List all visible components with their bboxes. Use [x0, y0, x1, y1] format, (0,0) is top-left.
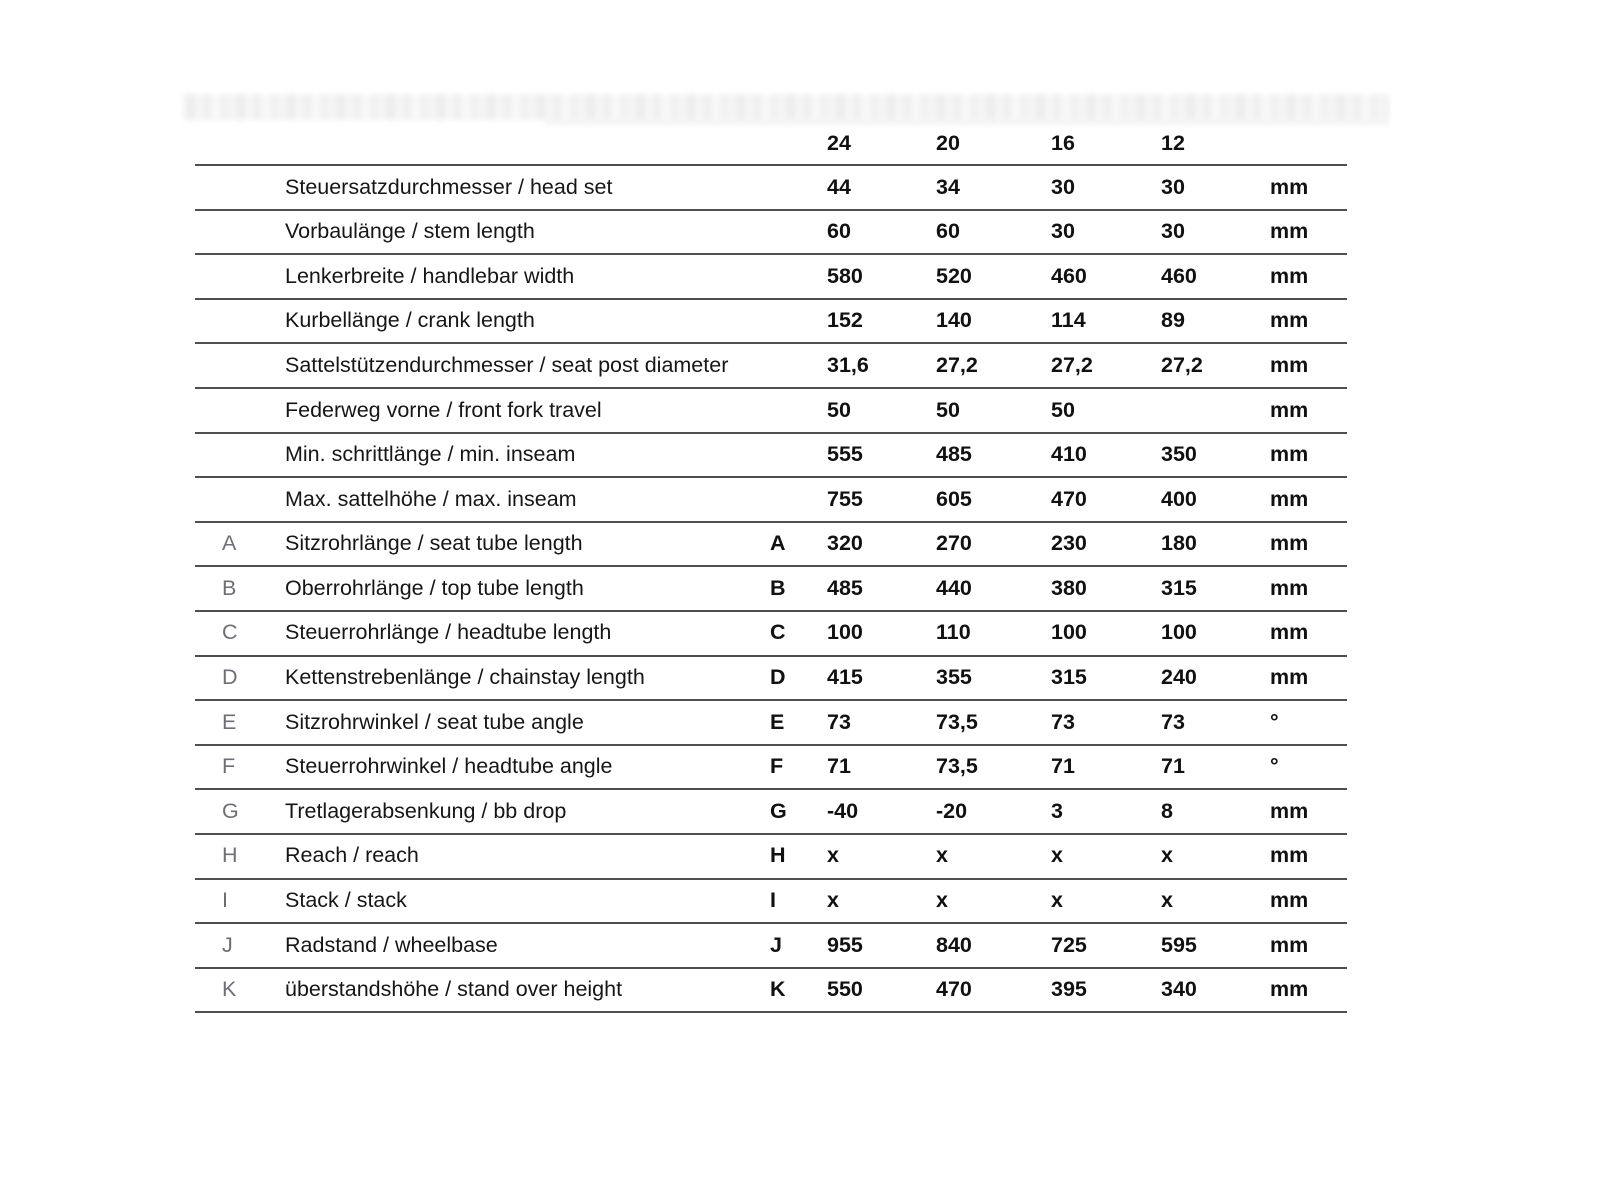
row-label: Sitzrohrwinkel / seat tube angle — [285, 709, 584, 734]
value-size-12: 73 — [1161, 709, 1185, 734]
value-size-16: 30 — [1051, 219, 1075, 244]
row-unit: mm — [1270, 174, 1309, 199]
value-size-12: 180 — [1161, 531, 1197, 556]
row-letter-inner: K — [770, 977, 786, 1002]
row-unit: mm — [1270, 308, 1309, 333]
row-label: Stack / stack — [285, 888, 407, 913]
value-size-20: 470 — [936, 977, 972, 1002]
row-unit: mm — [1270, 977, 1309, 1002]
value-size-12: 100 — [1161, 620, 1197, 645]
row-letter: K — [222, 977, 237, 1002]
value-size-16: x — [1051, 843, 1063, 868]
table-row — [195, 344, 1347, 389]
value-size-20: 485 — [936, 442, 972, 467]
table-row — [195, 478, 1347, 523]
row-letter: C — [222, 620, 238, 645]
value-size-16: 30 — [1051, 174, 1075, 199]
value-size-24: 71 — [827, 754, 851, 779]
value-size-16: 27,2 — [1051, 352, 1093, 377]
row-letter-inner: B — [770, 575, 786, 600]
value-size-24: 73 — [827, 709, 851, 734]
table-row — [195, 746, 1347, 791]
geometry-table — [195, 123, 1347, 1013]
value-size-16: 71 — [1051, 754, 1075, 779]
value-size-24: 580 — [827, 263, 863, 288]
value-size-16: 380 — [1051, 575, 1087, 600]
value-size-24: 320 — [827, 531, 863, 556]
value-size-20: 27,2 — [936, 352, 978, 377]
row-label: Sattelstützendurchmesser / seat post diameter — [285, 352, 729, 377]
value-size-16: 410 — [1051, 442, 1087, 467]
value-size-12: 89 — [1161, 308, 1185, 333]
value-size-20: 110 — [936, 620, 971, 645]
row-letter: D — [222, 665, 238, 690]
value-size-12: 460 — [1161, 263, 1197, 288]
table-row — [195, 389, 1347, 434]
row-letter: I — [222, 888, 228, 913]
value-size-12: x — [1161, 888, 1173, 913]
value-size-20: 73,5 — [936, 709, 978, 734]
row-unit: mm — [1270, 397, 1309, 422]
row-letter: F — [222, 754, 236, 779]
row-label: Kurbellänge / crank length — [285, 308, 535, 333]
value-size-24: 152 — [827, 308, 863, 333]
table-row — [195, 701, 1347, 746]
row-unit: mm — [1270, 352, 1309, 377]
value-size-20: 140 — [936, 308, 972, 333]
row-letter: G — [222, 798, 239, 823]
table-row — [195, 969, 1347, 1014]
value-size-12: 240 — [1161, 665, 1197, 690]
table-row — [195, 255, 1347, 300]
value-size-20: x — [936, 843, 948, 868]
value-size-20: 60 — [936, 219, 960, 244]
value-size-20: -20 — [936, 798, 968, 823]
value-size-24: 50 — [827, 397, 851, 422]
value-size-12: 595 — [1161, 932, 1197, 957]
row-label: Max. sattelhöhe / max. inseam — [285, 486, 577, 511]
value-size-12: 8 — [1161, 798, 1173, 823]
row-label: überstandshöhe / stand over height — [285, 977, 623, 1002]
value-size-24: 550 — [827, 977, 863, 1002]
row-unit: mm — [1270, 263, 1309, 288]
value-size-16: 114 — [1051, 308, 1086, 333]
value-size-16: 100 — [1051, 620, 1087, 645]
value-size-24: 955 — [827, 932, 863, 957]
value-size-12: 27,2 — [1161, 352, 1203, 377]
value-size-16: x — [1051, 888, 1063, 913]
table-body — [195, 166, 1347, 1013]
value-size-16: 470 — [1051, 486, 1087, 511]
value-size-12: 30 — [1161, 174, 1185, 199]
size-header-20: 20 — [936, 130, 960, 155]
row-unit: mm — [1270, 219, 1309, 244]
row-label: Oberrohrlänge / top tube length — [285, 575, 584, 600]
value-size-16: 230 — [1051, 531, 1087, 556]
row-unit: mm — [1270, 620, 1309, 645]
row-unit: ° — [1270, 709, 1279, 734]
row-letter-inner: A — [770, 531, 786, 556]
value-size-24: 755 — [827, 486, 863, 511]
value-size-24: 60 — [827, 219, 851, 244]
table-row — [195, 434, 1347, 479]
row-letter-inner: F — [770, 754, 784, 779]
row-label: Kettenstrebenlänge / chainstay length — [285, 665, 645, 690]
row-label: Min. schrittlänge / min. inseam — [285, 442, 576, 467]
value-size-20: x — [936, 888, 948, 913]
row-unit: mm — [1270, 843, 1309, 868]
size-header-12: 12 — [1161, 130, 1185, 155]
table-row — [195, 166, 1347, 211]
value-size-16: 460 — [1051, 263, 1087, 288]
row-letter-inner: C — [770, 620, 786, 645]
row-unit: mm — [1270, 442, 1309, 467]
value-size-20: 270 — [936, 531, 972, 556]
value-size-20: 440 — [936, 575, 972, 600]
row-letter-inner: J — [770, 932, 782, 957]
row-unit: mm — [1270, 888, 1309, 913]
row-unit: ° — [1270, 754, 1279, 779]
row-unit: mm — [1270, 531, 1309, 556]
row-letter: H — [222, 843, 238, 868]
value-size-16: 50 — [1051, 397, 1075, 422]
row-unit: mm — [1270, 665, 1309, 690]
value-size-16: 315 — [1051, 665, 1087, 690]
row-label: Radstand / wheelbase — [285, 932, 498, 957]
value-size-24: -40 — [827, 798, 859, 823]
value-size-16: 395 — [1051, 977, 1087, 1002]
value-size-12: 400 — [1161, 486, 1197, 511]
value-size-24: x — [827, 888, 839, 913]
row-letter-inner: G — [770, 798, 787, 823]
value-size-24: x — [827, 843, 839, 868]
row-letter: B — [222, 575, 237, 600]
row-label: Vorbaulänge / stem length — [285, 219, 535, 244]
table-header-row — [195, 123, 1347, 166]
value-size-20: 50 — [936, 397, 960, 422]
row-label: Federweg vorne / front fork travel — [285, 397, 602, 422]
row-unit: mm — [1270, 932, 1309, 957]
table-row — [195, 835, 1347, 880]
size-header-24: 24 — [827, 130, 851, 155]
value-size-16: 3 — [1051, 798, 1063, 823]
table-row — [195, 880, 1347, 925]
table-row — [195, 300, 1347, 345]
table-row — [195, 567, 1347, 612]
value-size-24: 44 — [827, 174, 851, 199]
row-letter: E — [222, 709, 237, 734]
table-row — [195, 612, 1347, 657]
value-size-12: 30 — [1161, 219, 1185, 244]
blurred-title-band — [183, 94, 1389, 120]
value-size-16: 725 — [1051, 932, 1087, 957]
value-size-24: 415 — [827, 665, 863, 690]
value-size-20: 840 — [936, 932, 972, 957]
row-letter-inner: D — [770, 665, 786, 690]
value-size-12: 315 — [1161, 575, 1197, 600]
row-label: Lenkerbreite / handlebar width — [285, 263, 575, 288]
table-row — [195, 790, 1347, 835]
row-label: Reach / reach — [285, 843, 419, 868]
value-size-20: 605 — [936, 486, 972, 511]
table-row — [195, 523, 1347, 568]
value-size-20: 520 — [936, 263, 972, 288]
table-row — [195, 657, 1347, 702]
row-unit: mm — [1270, 486, 1309, 511]
value-size-12: 350 — [1161, 442, 1197, 467]
row-letter: A — [222, 531, 237, 556]
row-unit: mm — [1270, 575, 1309, 600]
row-label: Sitzrohrlänge / seat tube length — [285, 531, 583, 556]
row-letter-inner: I — [770, 888, 776, 913]
value-size-12: 340 — [1161, 977, 1197, 1002]
size-header-16: 16 — [1051, 130, 1075, 155]
value-size-20: 73,5 — [936, 754, 978, 779]
value-size-16: 73 — [1051, 709, 1075, 734]
row-label: Steuerrohrlänge / headtube length — [285, 620, 612, 645]
row-unit: mm — [1270, 798, 1309, 823]
value-size-12: 71 — [1161, 754, 1185, 779]
table-row — [195, 924, 1347, 969]
value-size-24: 31,6 — [827, 352, 869, 377]
value-size-24: 100 — [827, 620, 863, 645]
value-size-12: x — [1161, 843, 1173, 868]
value-size-20: 34 — [936, 174, 960, 199]
value-size-24: 485 — [827, 575, 863, 600]
row-label: Tretlagerabsenkung / bb drop — [285, 798, 567, 823]
row-letter-inner: H — [770, 843, 786, 868]
value-size-24: 555 — [827, 442, 863, 467]
row-label: Steuerrohrwinkel / headtube angle — [285, 754, 613, 779]
value-size-20: 355 — [936, 665, 972, 690]
row-letter-inner: E — [770, 709, 785, 734]
row-label: Steuersatzdurchmesser / head set — [285, 174, 613, 199]
table-row — [195, 211, 1347, 256]
row-letter: J — [222, 932, 233, 957]
